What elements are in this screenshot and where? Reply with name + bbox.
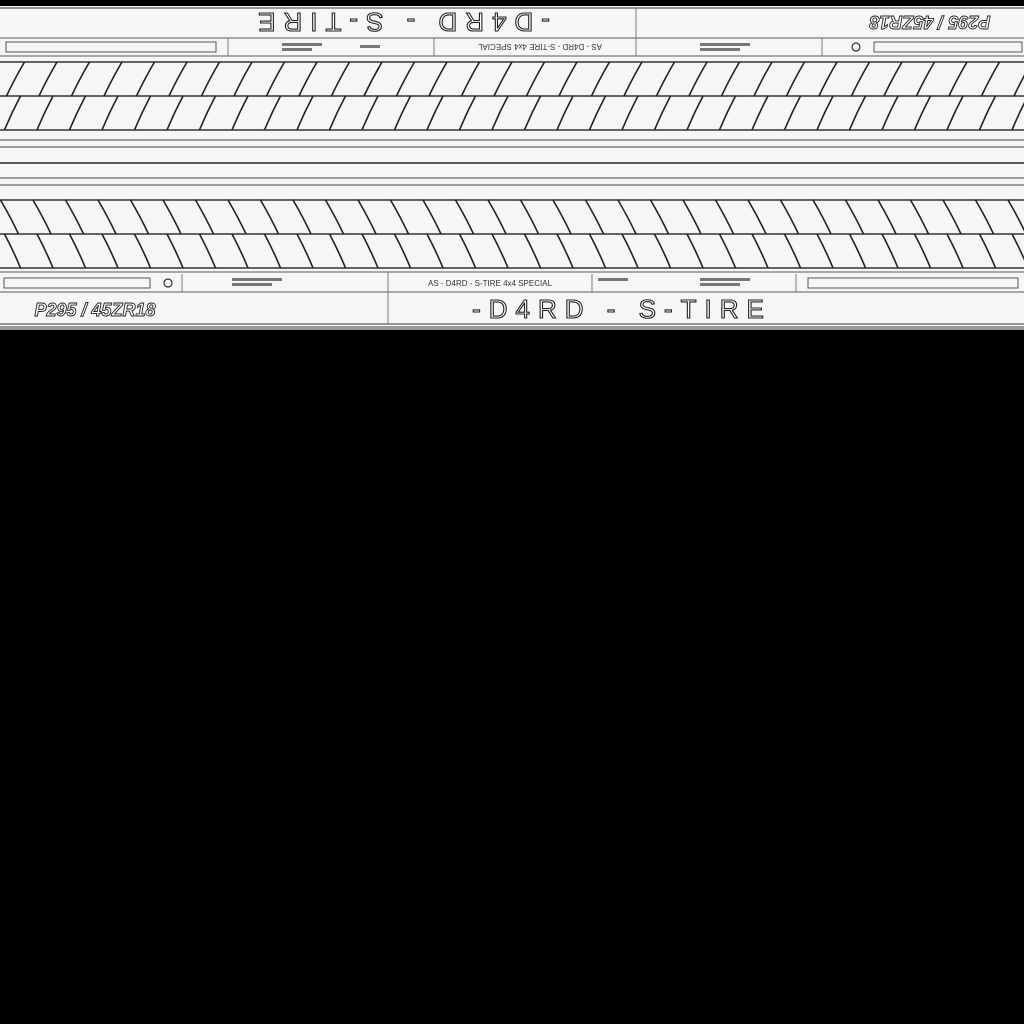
top-size-text — [869, 12, 990, 32]
top-brand-text — [250, 7, 550, 37]
brand-text-top: -D4RD - S-TIRE — [250, 7, 550, 37]
strip-shadow — [0, 326, 1024, 330]
size-text-top: P295 / 45ZR18 — [869, 12, 991, 32]
fine-print-top: AS - D4RD - S-TIRE 4x4 SPECIAL — [477, 42, 603, 51]
size-text-bottom: P295 / 45ZR18 — [34, 300, 156, 320]
center-grooves — [0, 140, 1024, 185]
brand-text-bottom: -D4RD - S-TIRE — [472, 294, 772, 324]
fine-print-bottom: AS - D4RD - S-TIRE 4x4 SPECIAL — [427, 279, 553, 288]
top-fine-print — [477, 42, 602, 51]
